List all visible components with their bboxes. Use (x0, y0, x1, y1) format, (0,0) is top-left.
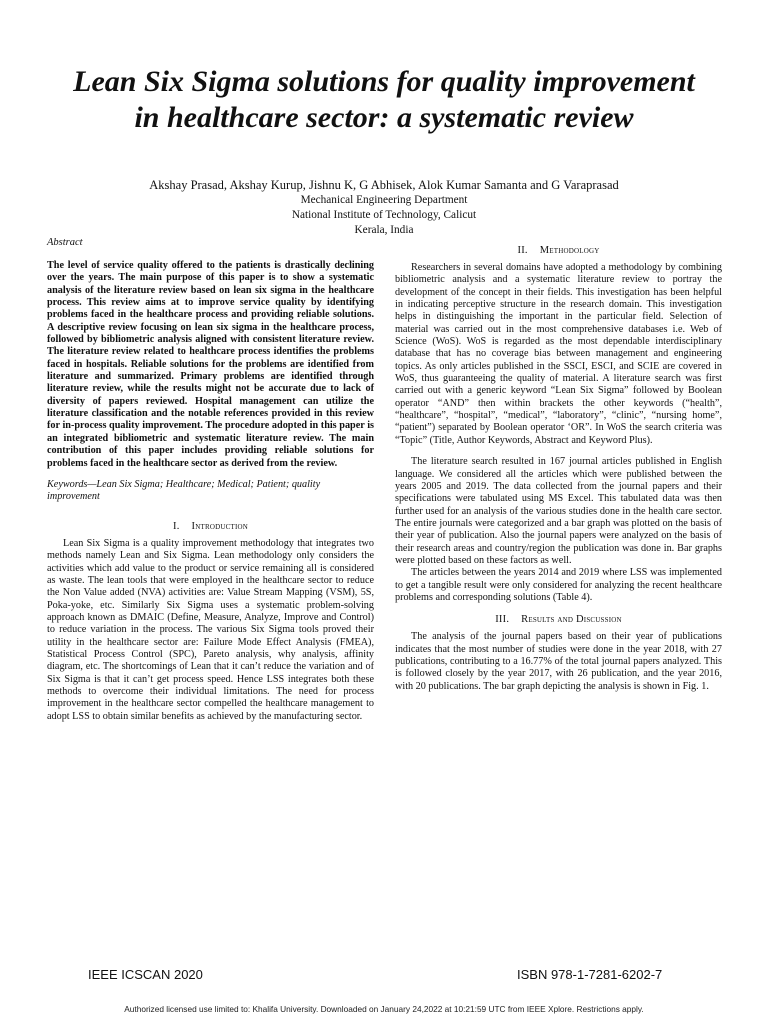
footer-isbn: ISBN 978-1-7281-6202-7 (517, 967, 663, 982)
keywords: Keywords—Lean Six Sigma; Healthcare; Medical; Patient; quality improvement (47, 478, 321, 503)
section-title: Results and Discussion (521, 614, 622, 626)
results-paragraph: The analysis of the journal papers based on their year of publications indicates that the most number of studies were done in the year 2018, with 27 publications, contributing to a 16.77% of the total journal papers analyzed. This is followed closely by the year 2017, with 26 publication, and the year 2016, with 20 publications. The bar graph depicting the analysis is shown in Fig. 1. (395, 631, 722, 692)
abstract-body: The level of service quality offered to the patients is drastically declining over the years. The main purpose of this paper is to show a systematic analysis of the literature review based on lean six sigma in the healthcare process. This review aims at to improve service quality by identifying problems faced in the healthcare process and providing reliable solutions. A descriptive review focusing on lean six sigma in the healthcare process, followed by bibliometric analysis aligned with consistent literature review. The literature review related to healthcare process identifies the problems faced in hospitals. Reliable solutions for the problems are identified from literature and summarized. Primary problems are identified through literature review, while the results might not be accurate due to lack of diversity of papers reviewed. Hospital management can utilize the literature classification and the notable references provided in this review for in-process quality improvement. The procedure adopted in this paper is an integrated bibliometric and systematic literature review. The main contribution of this paper includes providing reliable solutions for problems faced in the healthcare sector as derived from the review. (47, 260, 374, 469)
section-title: Methodology (539, 245, 600, 256)
footer-conference: IEEE ICSCAN 2020 (88, 967, 203, 982)
section-number: I. (173, 520, 180, 532)
methodology-paragraph-1: Researchers in several domains have adopted a methodology by combining bibliometric analysis and a systematic literature review to portray the development of the concept in their fields. This investigation has been helpful in indicating perceptive structure in the research domain. This investigation helps in distinguishing the important in the particular field. Selection of material was carried out in the most comprehensive databases i.e. Web of Science (WoS). WoS is regarded as the most dependable interdisciplinary database that has no coverage bias between management and engineering topics. As only articles published in the SSCI, ESCI, and SCIE are covered in WoS, thus guaranteeing the quality of material. A literature search was first carried out with a generic keyword “Lean Six Sigma” followed by Boolean operator “AND” then within brackets the other keywords (“health”, “healthcare”, “hospital”, “medical”, “laboratory”, “clinic”, “nursing home”, “patient”) separated by Boolean operator ‘OR”. In WoS the search criteria was “Topic” (Title, Author Keywords, Abstract and Keyword Plus). (395, 262, 722, 446)
affiliation-department: Mechanical Engineering Department (300, 194, 468, 206)
methodology-paragraph-2: The literature search resulted in 167 journal articles published in English language. We considered all the articles which were published between the years 2005 and 2019. The data collected from the journal papers and their specifications were tabulated using MS Excel. This tabulated data was then further used for an analysis of the various studies done in the health care sector. The entire journals were categorized and a bar graph was plotted on the basis of their year of publication. Also the journal papers were analyzed on the basis of their research areas and country/region the publication was done in. Bar graphs were plotted based on these factors as well. (395, 456, 722, 566)
paper-title-line-1: Lean Six Sigma solutions for quality improvement (73, 65, 695, 98)
section-heading-results (395, 613, 722, 627)
section-number: II. (517, 245, 528, 256)
affiliation-institute: National Institute of Technology, Calicut (291, 209, 477, 221)
introduction-paragraph: Lean Six Sigma is a quality improvement methodology that integrates two methods namely Lean and Six Sigma. Lean methodology only considers the activities which add value to the product or service remaining all is considered as waste. The lean tools that were employed in the healthcare sector to reduce the Non Value added (NVA) activities are: Value Stream Mapping (VSM), 5S, Poka-yoke, etc. Similarly Six Sigma uses a systematic problem-solving approach known as DMAIC (Define, Measure, Analyze, Improve and Control) to reduce variation in the process. The various Six Sigma tools proved their utility in the healthcare sector are: Failure Mode Effect Analysis (FMEA), Statistical Process Control (SPC), Pareto analysis, why analysis, affinity diagram, etc. The shortcomings of Lean that it can’t reduce the variation and of Six Sigma is that it can’t get process speed. Hence LSS integrates both these methods to overcome their individual limitations. The need for process improvement in the healthcare sector compelled the healthcare management to adopt LSS to obtain similar benefits as achieved by the manufacturing sector. (47, 537, 374, 722)
section-heading-introduction (47, 520, 374, 534)
paragraph-gap (395, 604, 722, 613)
paragraph-gap (395, 447, 722, 456)
section-heading-methodology (395, 244, 722, 258)
paper-title (40, 64, 728, 136)
abstract-label: Abstract (47, 237, 83, 248)
section-title: Introduction (191, 520, 248, 532)
methodology-paragraph-3: The articles between the years 2014 and 2019 where LSS was implemented to get a tangible result were only considered for analyzing the recent healthcare problems and corresponding solutions (Table 4). (395, 567, 722, 603)
license-notice: Authorized licensed use limited to: Khalifa University. Downloaded on January 24,2022 at 10:21:59 UTC from IEEE Xplore. Restrictions apply. (124, 1004, 644, 1014)
left-column (47, 236, 374, 723)
section-number: III. (495, 614, 510, 626)
right-column (395, 244, 722, 693)
affiliation-location: Kerala, India (354, 224, 414, 236)
affiliation (40, 193, 728, 238)
author-list: Akshay Prasad, Akshay Kurup, Jishnu K, G Abhisek, Alok Kumar Samanta and G Varaprasad (149, 178, 619, 192)
paper-title-line-2: in healthcare sector: a systematic review (134, 101, 634, 134)
